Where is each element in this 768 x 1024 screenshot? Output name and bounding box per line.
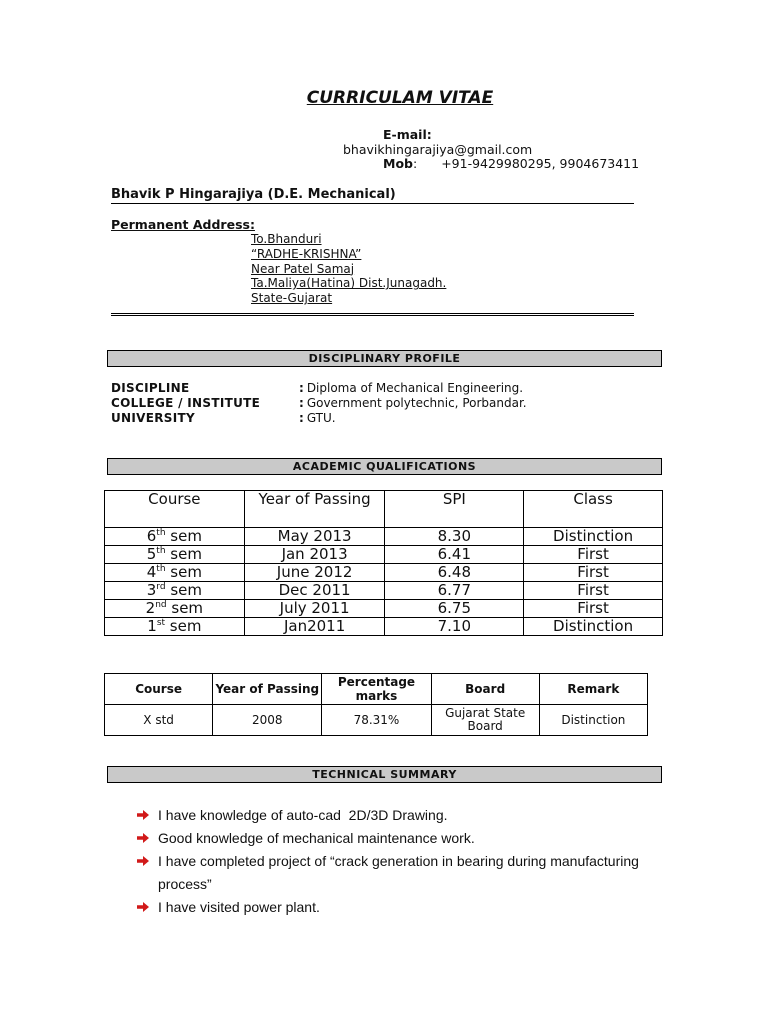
semester-cell: 3rd sem (105, 582, 245, 600)
semester-cell: 5th sem (105, 546, 245, 564)
col-header: Course (105, 491, 245, 528)
red-arrow-icon (137, 833, 149, 843)
list-item-text: I have knowledge of auto-cad 2D/3D Drawing. (158, 807, 448, 823)
school-table (104, 673, 648, 736)
address-lines (251, 232, 446, 306)
candidate-name: Bhavik P Hingarajiya (D.E. Mechanical) (111, 187, 634, 204)
red-arrow-icon (137, 856, 149, 866)
red-arrow-icon (137, 902, 149, 912)
list-item-text: I have visited power plant. (158, 899, 320, 915)
spi-cell: 6.41 (385, 546, 524, 564)
class-cell: First (524, 600, 663, 618)
profile-key: DISCIPLINE (111, 381, 190, 395)
table-row (105, 546, 663, 564)
address-line: Ta.Maliya(Hatina) Dist.Junagadh. (251, 276, 447, 291)
spi-cell: 7.10 (385, 618, 524, 636)
profile-block (111, 381, 527, 426)
col-header: Year of Passing (244, 491, 385, 528)
address-line: “RADHE-KRISHNA” (251, 246, 362, 261)
col-header: Board (431, 674, 539, 705)
year-cell: Jan 2013 (244, 546, 385, 564)
profile-row (111, 381, 527, 396)
percentage-cell: 78.31% (322, 705, 431, 736)
school-header-row (105, 674, 648, 705)
class-cell: First (524, 564, 663, 582)
mob-label: Mob (383, 156, 413, 171)
red-arrow-icon (137, 810, 149, 820)
class-cell: First (524, 546, 663, 564)
cv-title: CURRICULAM VITAE (306, 88, 494, 108)
year-cell: Jan2011 (244, 618, 385, 636)
table-row (105, 618, 663, 636)
class-cell: Distinction (524, 528, 663, 546)
col-header: Class (524, 491, 663, 528)
technical-summary-list (137, 804, 678, 919)
section-band-academic: ACADEMIC QUALIFICATIONS (107, 458, 662, 475)
list-item (137, 804, 678, 827)
semester-cell: 4th sem (105, 564, 245, 582)
year-cell: 2008 (213, 705, 322, 736)
academic-header-row (105, 491, 663, 528)
table-row (105, 600, 663, 618)
list-item-text: I have completed project of “crack generation in bearing during manufacturing process” (158, 853, 639, 892)
semester-cell: 1st sem (105, 618, 245, 636)
address-line: To.Bhanduri (251, 232, 322, 246)
section-band-technical: TECHNICAL SUMMARY (107, 766, 662, 783)
contact-block (343, 128, 639, 172)
table-row (105, 705, 648, 736)
email-label: E-mail: (383, 127, 432, 142)
email-value: bhavikhingarajiya@gmail.com (343, 141, 533, 157)
course-cell: X std (105, 705, 213, 736)
spi-cell: 8.30 (385, 528, 524, 546)
academic-table (104, 490, 663, 636)
table-row (105, 528, 663, 546)
profile-row (111, 411, 527, 426)
year-cell: May 2013 (244, 528, 385, 546)
mob-colon: : (412, 156, 418, 171)
profile-key: UNIVERSITY (111, 411, 195, 425)
col-header: Remark (539, 674, 647, 705)
year-cell: July 2011 (244, 600, 385, 618)
table-row (105, 564, 663, 582)
class-cell: Distinction (524, 618, 663, 636)
remark-cell: Distinction (539, 705, 647, 736)
profile-key: COLLEGE / INSTITUTE (111, 396, 261, 410)
class-cell: First (524, 582, 663, 600)
profile-colon: : (299, 411, 304, 425)
board-cell: Gujarat State Board (431, 705, 539, 736)
list-item-text: Good knowledge of mechanical maintenance work. (158, 830, 475, 846)
profile-colon: : (299, 396, 304, 410)
table-row (105, 582, 663, 600)
list-item (137, 896, 678, 919)
profile-value: Diploma of Mechanical Engineering. (306, 381, 524, 395)
address-label: Permanent Address: (111, 217, 255, 232)
year-cell: Dec 2011 (244, 582, 385, 600)
year-cell: June 2012 (244, 564, 385, 582)
semester-cell: 2nd sem (105, 600, 245, 618)
spi-cell: 6.77 (385, 582, 524, 600)
profile-row (111, 396, 527, 411)
col-header: Year of Passing (213, 674, 322, 705)
col-header: SPI (385, 491, 524, 528)
address-line: State-Gujarat (251, 291, 333, 306)
profile-value: GTU. (306, 411, 336, 425)
spi-cell: 6.48 (385, 564, 524, 582)
mob-value: +91-9429980295, 9904673411 (441, 156, 640, 171)
mob-row (383, 157, 639, 172)
separator-line (111, 313, 634, 316)
profile-value: Government polytechnic, Porbandar. (306, 396, 527, 410)
list-item (137, 850, 678, 896)
semester-cell: 6th sem (105, 528, 245, 546)
list-item (137, 827, 678, 850)
col-header: Course (105, 674, 213, 705)
spi-cell: 6.75 (385, 600, 524, 618)
col-header: Percentage marks (322, 674, 431, 705)
section-band-profile: DISCIPLINARY PROFILE (107, 350, 662, 367)
address-line: Near Patel Samaj (251, 261, 355, 276)
profile-colon: : (299, 381, 304, 395)
